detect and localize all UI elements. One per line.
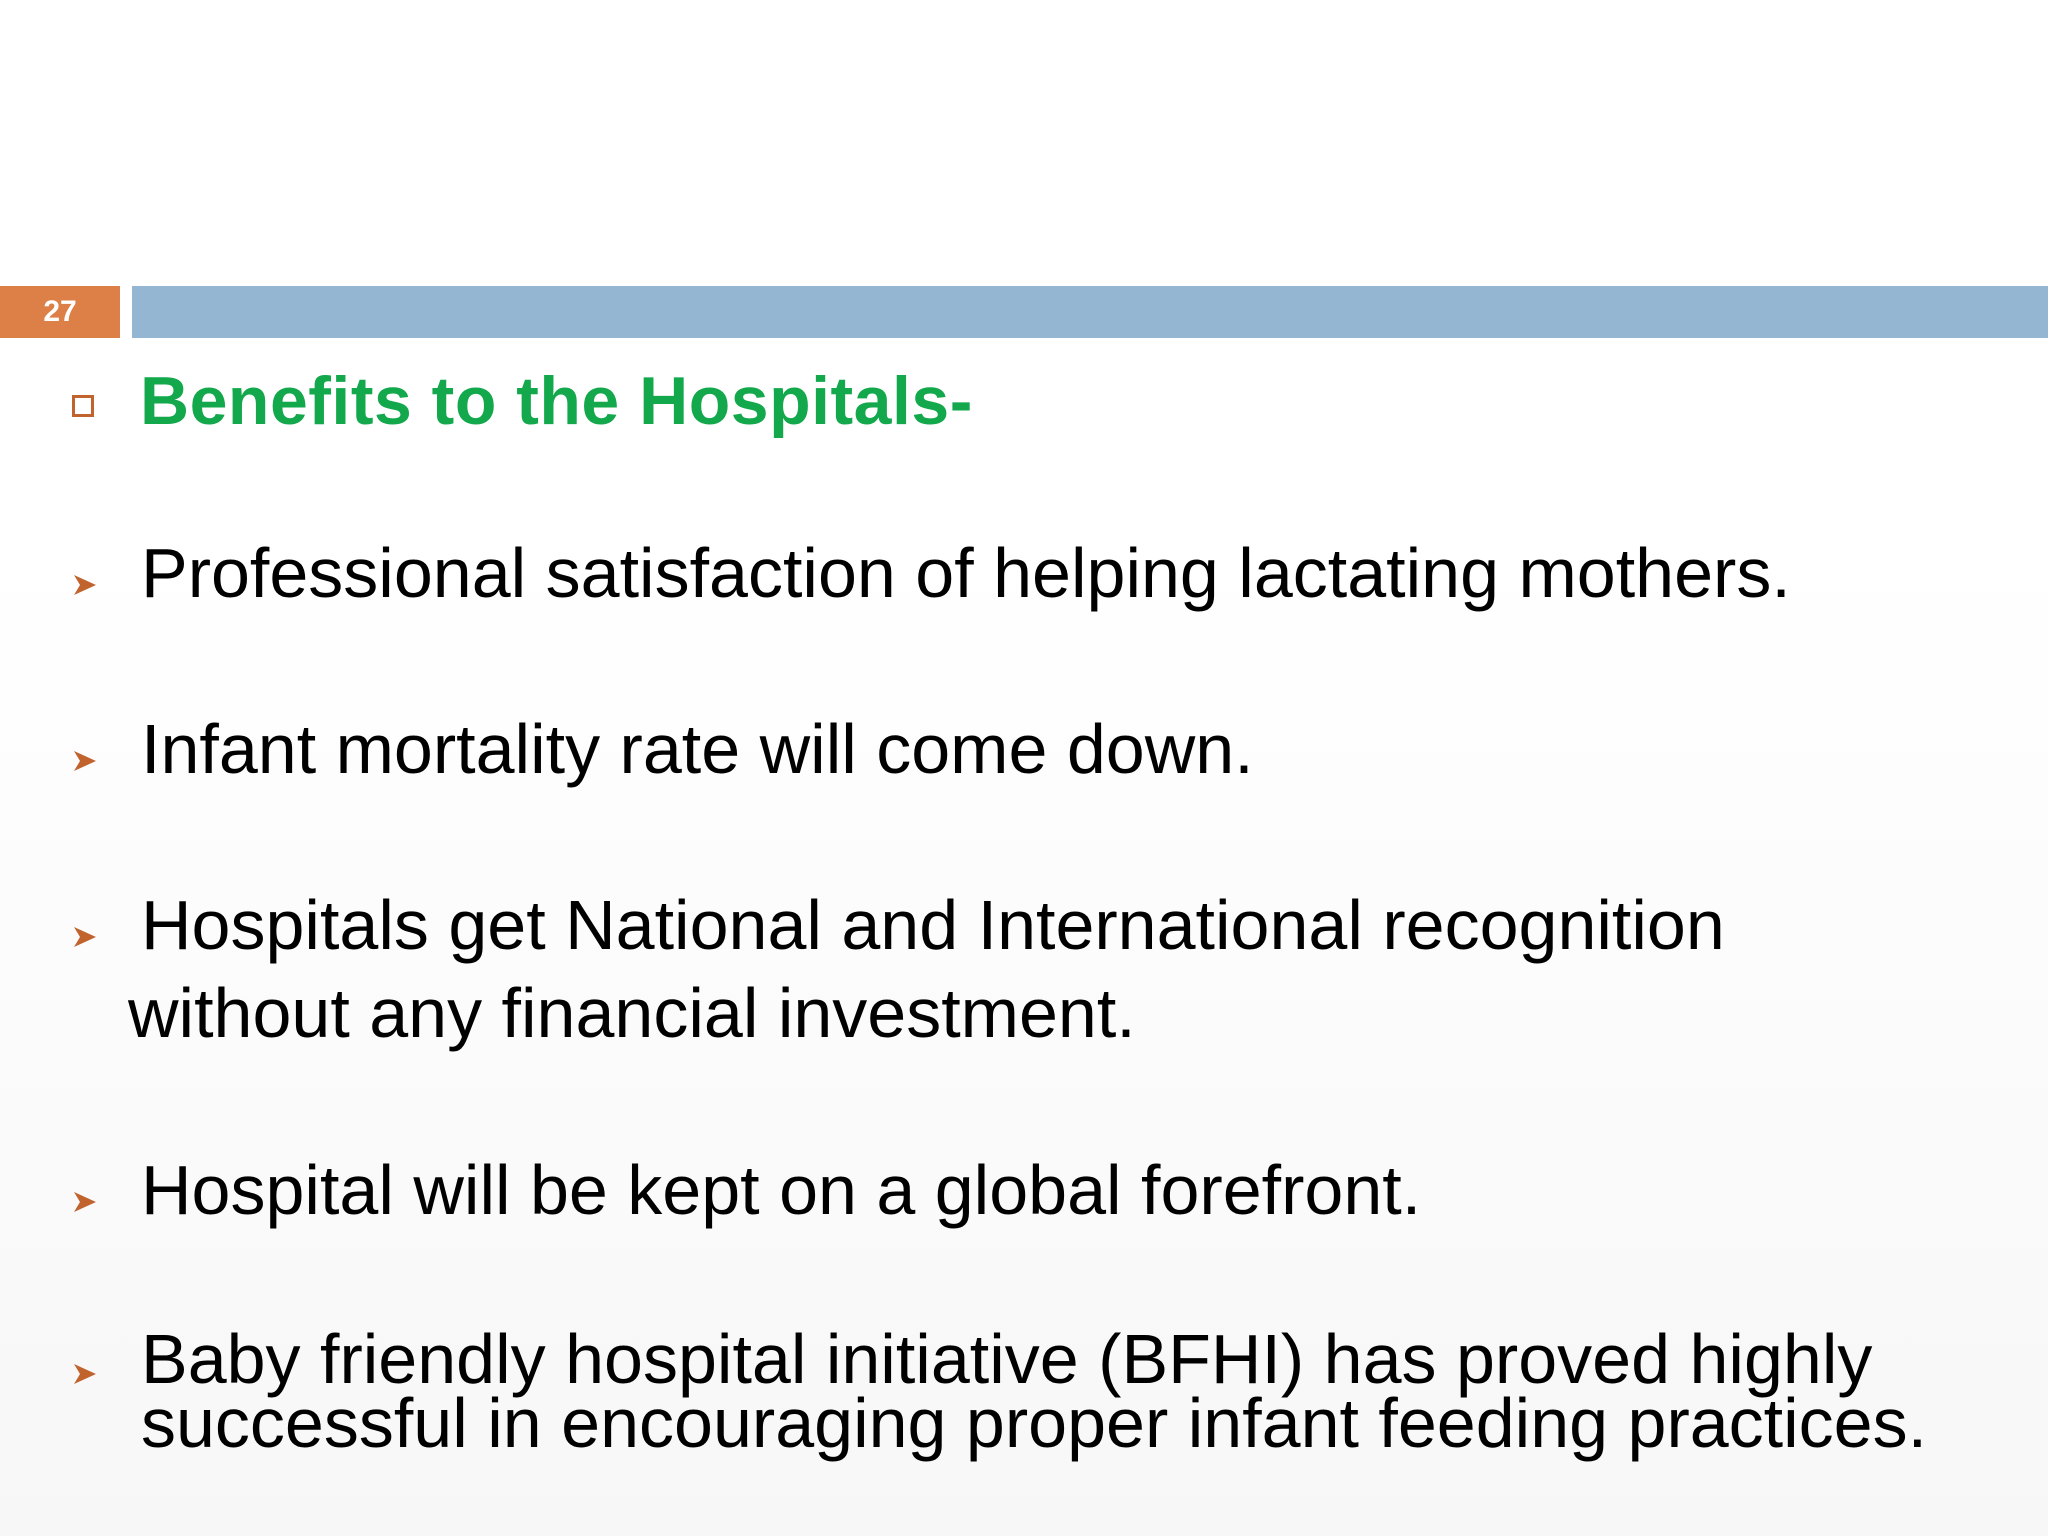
- arrowhead-icon: [72, 924, 98, 950]
- slide-number: [0, 286, 120, 338]
- arrowhead-icon: [72, 748, 98, 774]
- arrowhead-icon: [72, 1189, 98, 1215]
- list-item: [72, 1320, 2002, 1475]
- hollow-square-icon: [72, 395, 94, 417]
- slide-title-row: [72, 356, 973, 446]
- list-item: [72, 882, 2002, 1062]
- slide-number-label: 27: [43, 295, 77, 328]
- list-item: [72, 706, 2002, 796]
- arrowhead-icon: [72, 1361, 98, 1387]
- bullet-text-line1: Baby friendly hospital initiative (BFHI) has proved highly: [141, 1320, 1873, 1398]
- bullet-text: Infant mortality rate will come down.: [141, 710, 1254, 788]
- slide-title: Benefits to the Hospitals-: [140, 363, 973, 439]
- bullet-text-line2: successful in encouraging proper infant feeding practices.: [141, 1384, 1928, 1462]
- arrowhead-icon: [72, 572, 98, 598]
- header-bar: [132, 286, 2048, 338]
- list-item: [72, 1147, 2002, 1237]
- bullet-text-line1: Hospitals get National and International recognition: [141, 886, 1725, 964]
- list-item: [72, 530, 2002, 620]
- bullet-text: Professional satisfaction of helping lactating mothers.: [141, 534, 1791, 612]
- bullet-text: Hospital will be kept on a global forefront.: [141, 1151, 1422, 1229]
- bullet-text-line2: without any financial investment.: [128, 974, 1136, 1052]
